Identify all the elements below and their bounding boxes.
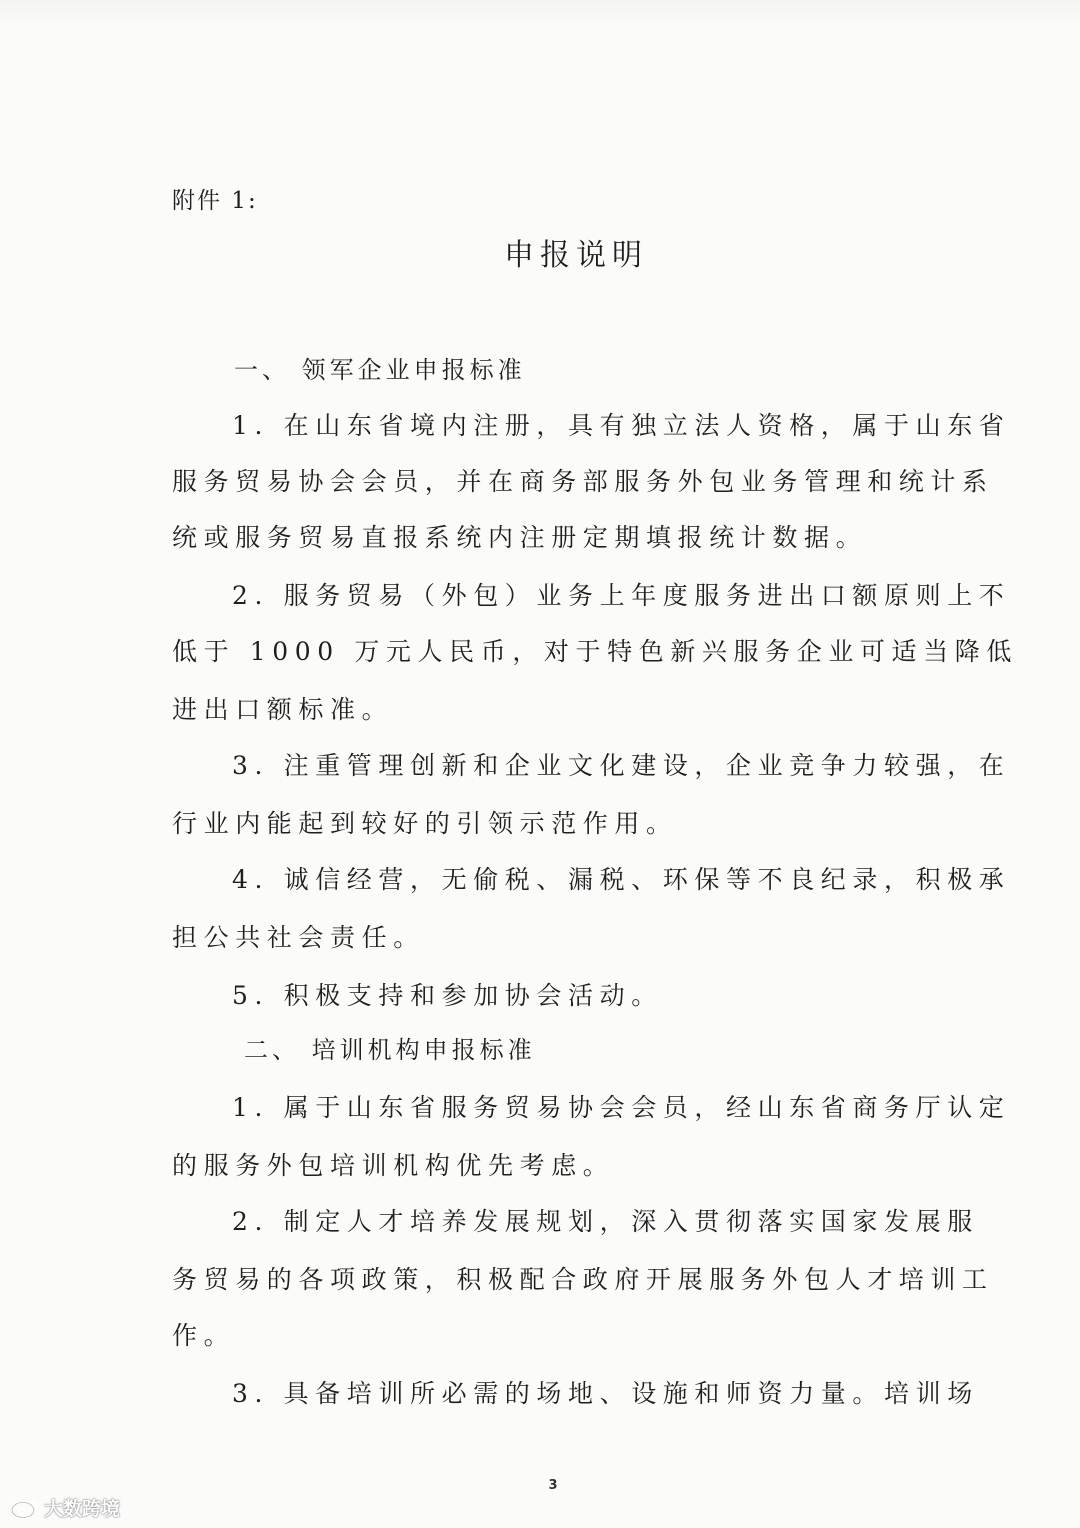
paragraph-line: 2. 制定人才培养发展规划，深入贯彻落实国家发展服 <box>232 1207 979 1236</box>
paragraph-line: 作。 <box>172 1321 236 1350</box>
paragraph-line: 低于 1000 万元人民币，对于特色新兴服务企业可适当降低 <box>172 637 1018 666</box>
paragraph-line: 4. 诚信经营，无偷税、漏税、环保等不良纪录，积极承 <box>232 865 1011 894</box>
paragraph-line: 担公共社会责任。 <box>172 923 425 952</box>
page-number: 3 <box>548 1478 558 1493</box>
watermark <box>10 1494 120 1521</box>
paragraph-line: 3. 注重管理创新和企业文化建设，企业竞争力较强，在 <box>232 751 1011 780</box>
paragraph-line: 服务贸易协会会员，并在商务部服务外包业务管理和统计系 <box>172 467 994 496</box>
document-title: 申报说明 <box>504 238 648 273</box>
paragraph-line: 1. 在山东省境内注册，具有独立法人资格，属于山东省 <box>232 411 1011 440</box>
paragraph-line: 务贸易的各项政策，积极配合政府开展服务外包人才培训工 <box>172 1265 994 1294</box>
paragraph-line: 2. 服务贸易（外包）业务上年度服务进出口额原则上不 <box>232 581 1011 610</box>
paragraph-line: 进出口额标准。 <box>172 695 394 724</box>
section-heading-1: 一、 领军企业申报标准 <box>234 356 526 384</box>
paragraph-line: 的服务外包培训机构优先考虑。 <box>172 1151 615 1180</box>
paragraph-line: 行业内能起到较好的引领示范作用。 <box>172 809 678 838</box>
paragraph-line: 统或服务贸易直报系统内注册定期填报统计数据。 <box>172 523 868 552</box>
paragraph-line: 1. 属于山东省服务贸易协会会员，经山东省商务厅认定 <box>232 1093 1011 1122</box>
paragraph-line: 5. 积极支持和参加协会活动。 <box>232 981 663 1010</box>
paragraph-line: 3. 具备培训所必需的场地、设施和师资力量。培训场 <box>232 1379 979 1408</box>
weibo-logo-icon <box>10 1497 40 1519</box>
section-heading-2: 二、 培训机构申报标准 <box>244 1036 536 1064</box>
attachment-label: 附件 1: <box>172 188 258 214</box>
watermark-text: 大数跨境 <box>44 1498 121 1520</box>
